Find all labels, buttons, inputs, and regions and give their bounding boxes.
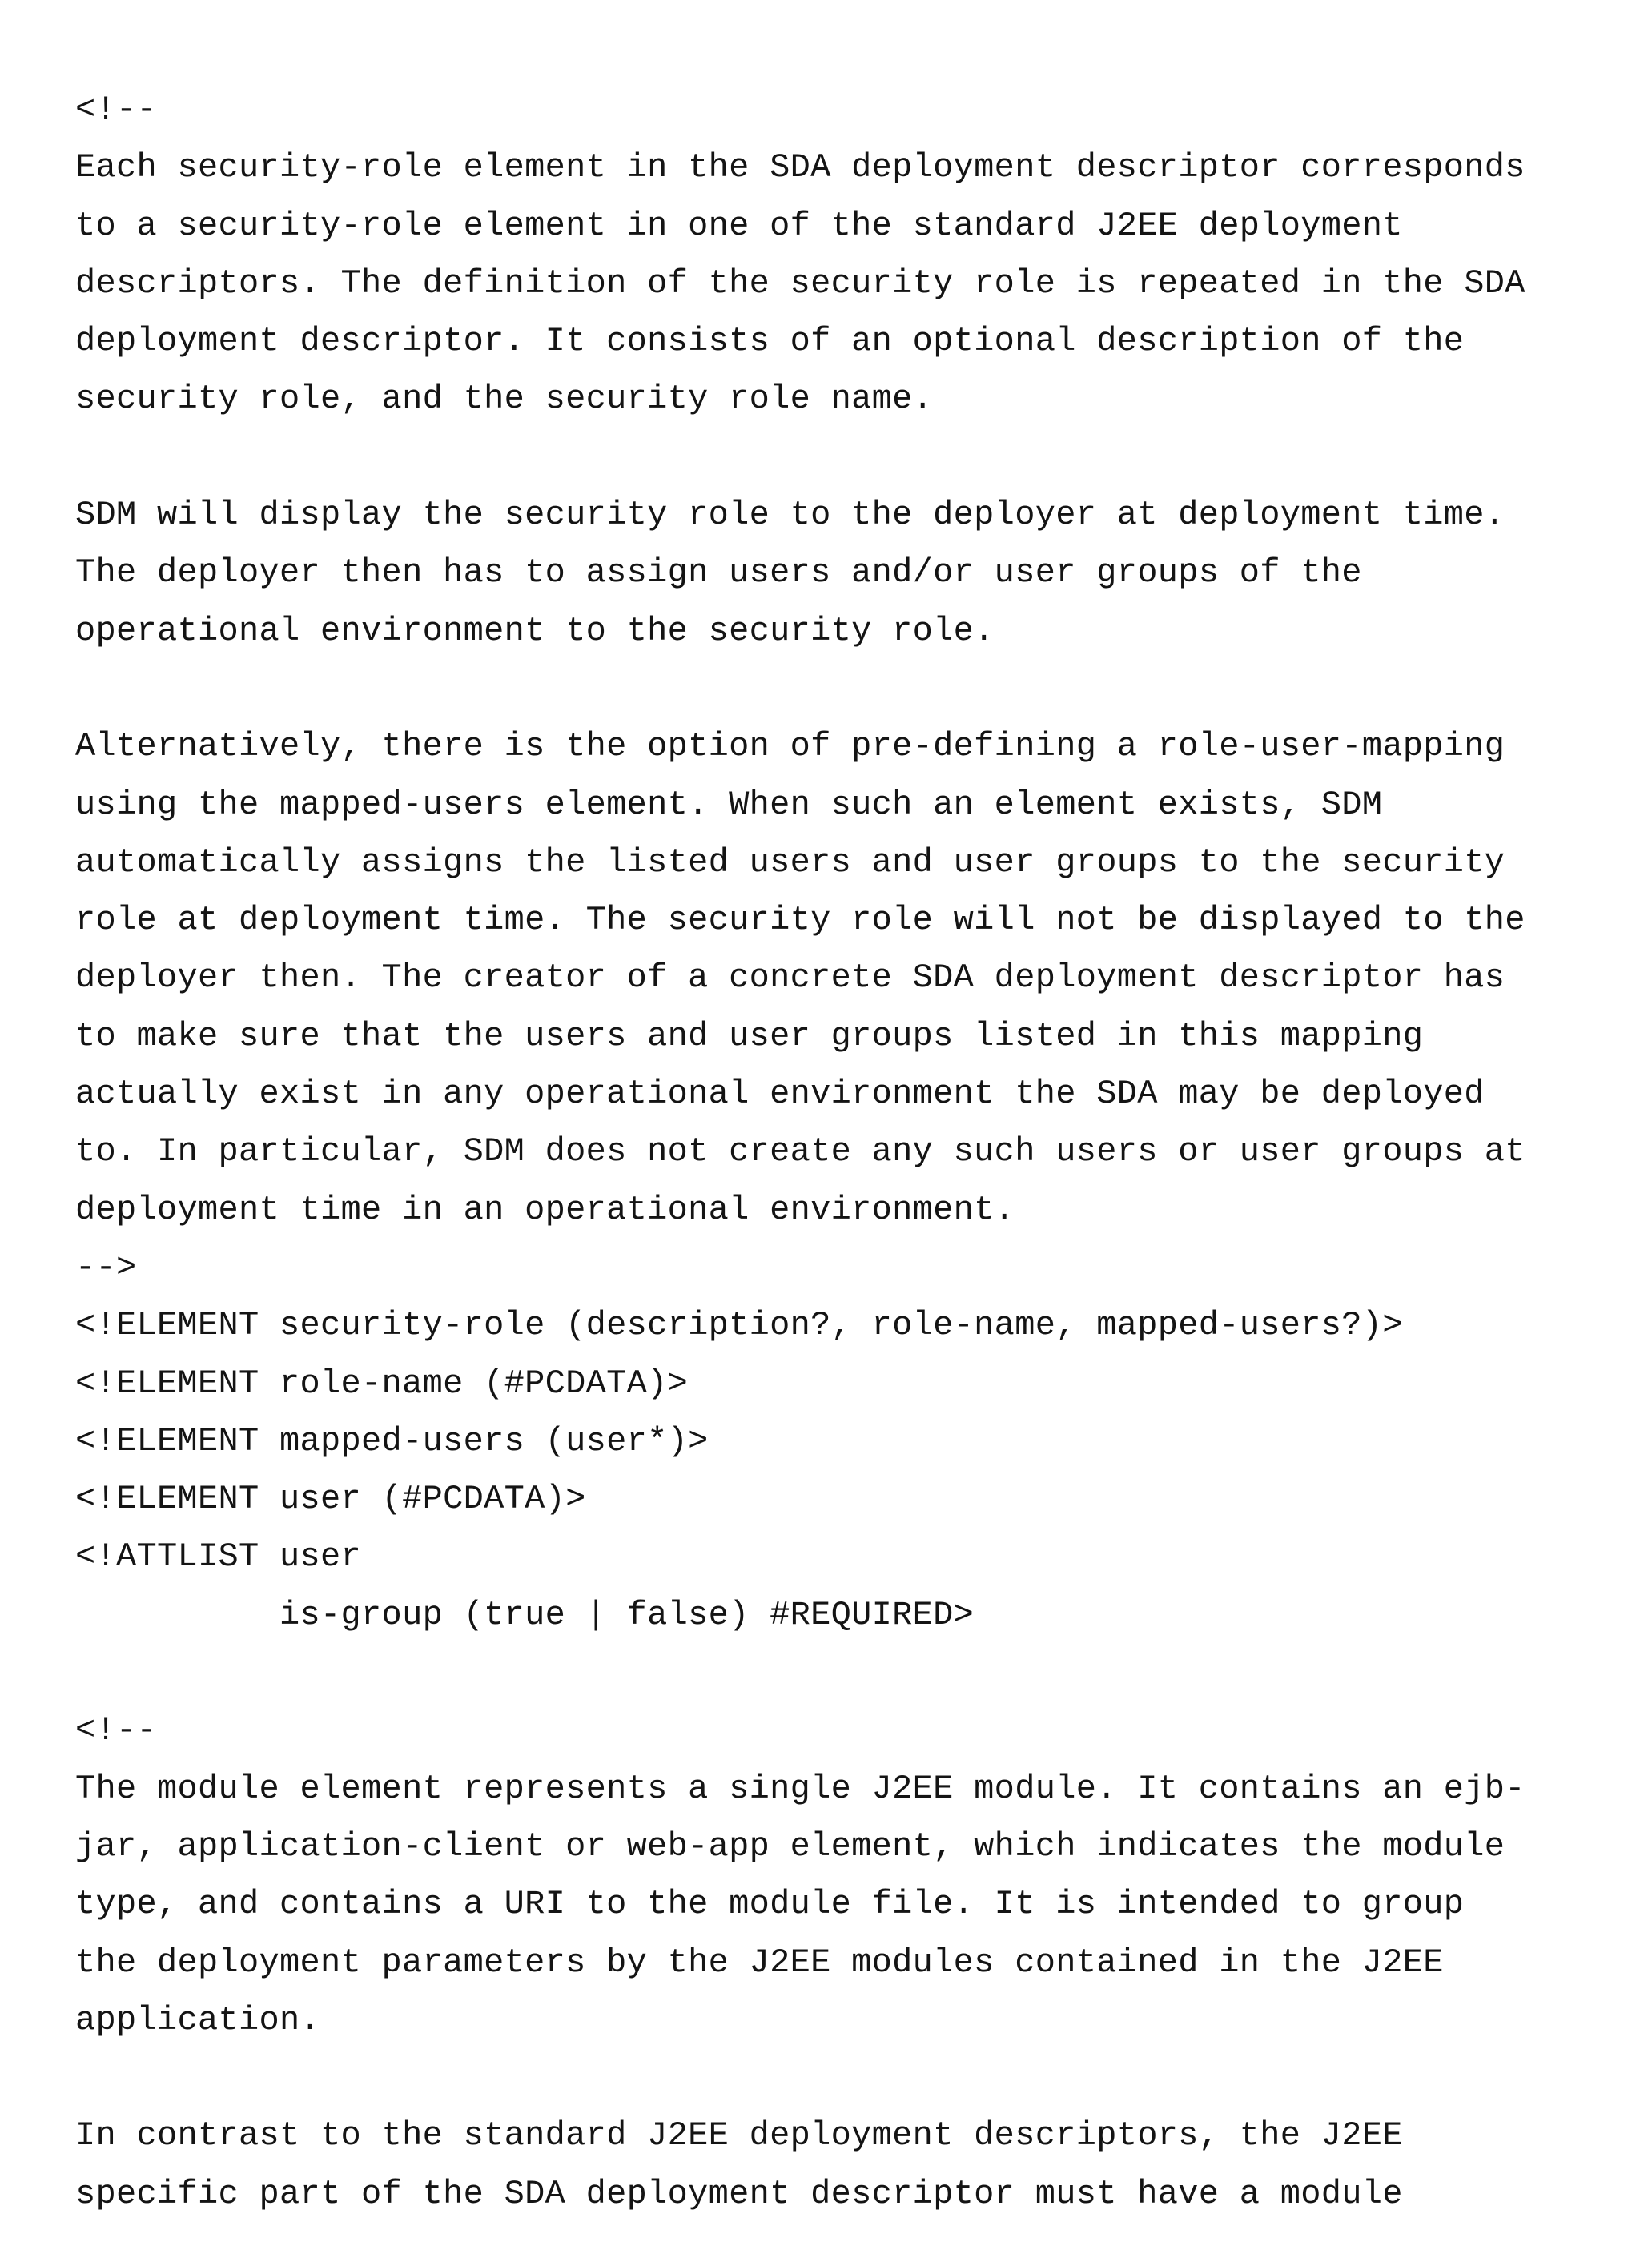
- text-line: <!ELEMENT role-name (#PCDATA)>: [75, 1355, 1652, 1412]
- blank-line: [75, 1644, 1652, 1702]
- text-line: deployment time in an operational environment.: [75, 1181, 1652, 1239]
- text-line: <!ELEMENT security-role (description?, role-name, mapped-users?)>: [75, 1296, 1652, 1354]
- text-line: The deployer then has to assign users and/or user groups of the: [75, 544, 1652, 601]
- text-line: security role, and the security role name.: [75, 370, 1652, 428]
- text-line: <!ELEMENT mapped-users (user*)>: [75, 1412, 1652, 1470]
- text-line: is-group (true | false) #REQUIRED>: [75, 1586, 1652, 1644]
- text-line: In contrast to the standard J2EE deployment descriptors, the J2EE: [75, 2107, 1652, 2164]
- text-line: deployer then. The creator of a concrete SDA deployment descriptor has: [75, 949, 1652, 1006]
- text-line: to make sure that the users and user groups listed in this mapping: [75, 1007, 1652, 1065]
- blank-line: [75, 428, 1652, 486]
- text-line: jar, application-client or web-app element, which indicates the module: [75, 1818, 1652, 1875]
- blank-line: [75, 660, 1652, 717]
- text-line: automatically assigns the listed users and user groups to the security: [75, 834, 1652, 891]
- text-line: specific part of the SDA deployment descriptor must have a module: [75, 2165, 1652, 2223]
- text-line: application.: [75, 1991, 1652, 2049]
- text-line: Alternatively, there is the option of pre-defining a role-user-mapping: [75, 717, 1652, 775]
- blank-line: [75, 2049, 1652, 2107]
- text-line: type, and contains a URI to the module file. It is intended to group: [75, 1875, 1652, 1933]
- text-line: to. In particular, SDM does not create any such users or user groups at: [75, 1123, 1652, 1180]
- text-line: Each security-role element in the SDA deployment descriptor corresponds: [75, 139, 1652, 196]
- text-line: descriptors. The definition of the security role is repeated in the SDA: [75, 255, 1652, 312]
- text-line: the deployment parameters by the J2EE modules contained in the J2EE: [75, 1934, 1652, 1991]
- text-line: The module element represents a single J2EE module. It contains an ejb-: [75, 1760, 1652, 1818]
- text-line: to a security-role element in one of the standard J2EE deployment: [75, 197, 1652, 255]
- document-page: [75, 81, 1652, 2223]
- text-line: <!--: [75, 81, 1652, 139]
- text-line: SDM will display the security role to the deployer at deployment time.: [75, 486, 1652, 544]
- text-line: <!--: [75, 1702, 1652, 1759]
- text-line: -->: [75, 1239, 1652, 1296]
- text-line: operational environment to the security role.: [75, 602, 1652, 660]
- text-line: <!ELEMENT user (#PCDATA)>: [75, 1470, 1652, 1528]
- text-line: actually exist in any operational environment the SDA may be deployed: [75, 1065, 1652, 1123]
- text-line: <!ATTLIST user: [75, 1528, 1652, 1585]
- text-line: deployment descriptor. It consists of an optional description of the: [75, 312, 1652, 370]
- text-line: using the mapped-users element. When such an element exists, SDM: [75, 776, 1652, 834]
- text-line: role at deployment time. The security role will not be displayed to the: [75, 891, 1652, 949]
